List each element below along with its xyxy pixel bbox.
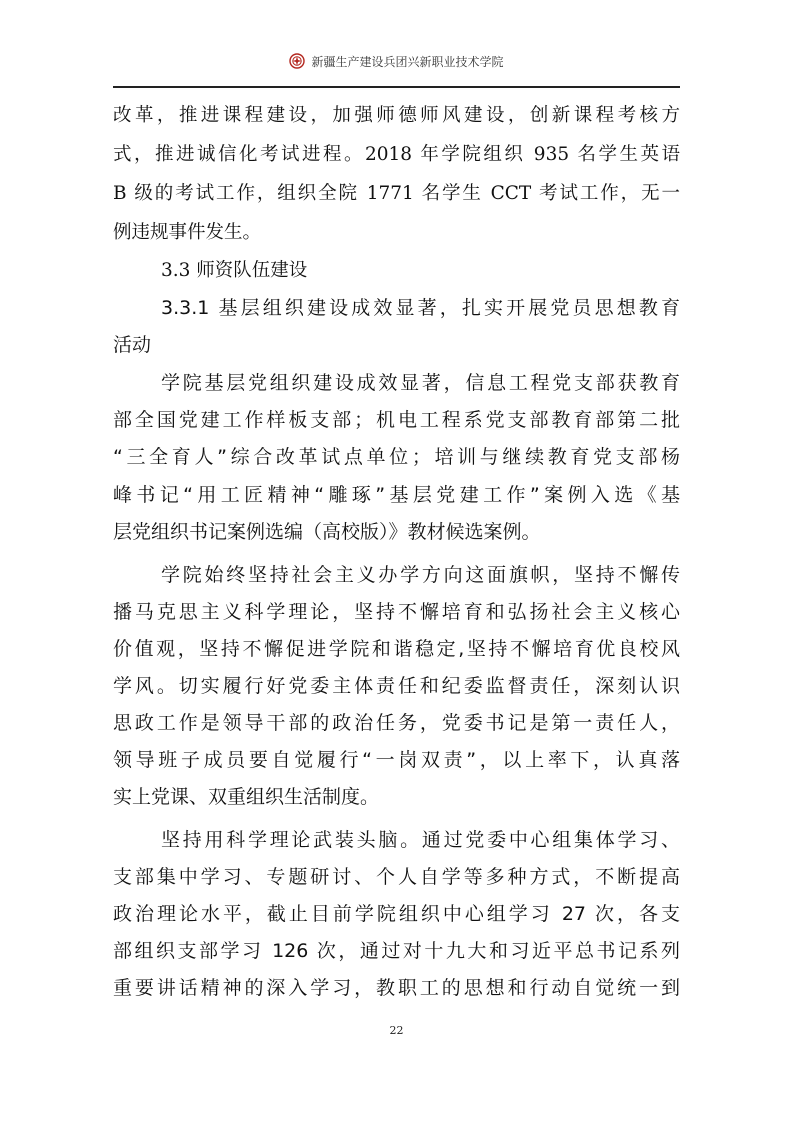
paragraph-line: 坚持用科学理论武装头脑。通过党委中心组集体学习、 [161, 829, 680, 851]
paragraph-line: 思政工作是领导干部的政治任务，党委书记是第一责任人， [113, 712, 680, 734]
paragraph-line: B 级的考试工作，组织全院 1771 名学生 CCT 考试工作，无一 [113, 183, 680, 204]
paragraph-line: 改革，推进课程建设，加强师德师风建设，创新课程考核方 [113, 105, 680, 126]
page-number: 22 [389, 1024, 404, 1037]
paragraph-line: “三全育人”综合改革试点单位；培训与继续教育党支部杨 [113, 446, 680, 468]
subsection-heading-continued: 活动 [113, 334, 152, 356]
paragraph-line: 部组织支部学习 126 次，通过对十九大和习近平总书记系列 [113, 940, 680, 962]
paragraph-line: 学院始终坚持社会主义办学方向这面旗帜，坚持不懈传 [161, 564, 680, 586]
paragraph-line: 部全国党建工作样板支部；机电工程系党支部教育部第二批 [113, 409, 680, 431]
paragraph-line: 政治理论水平，截止目前学院组织中心组学习 27 次，各支 [113, 903, 680, 925]
subsection-heading: 3.3.1 基层组织建设成效显著，扎实开展党员思想教育 [161, 297, 680, 319]
paragraph-line: 层党组织书记案例选编（高校版）》教材候选案例。 [113, 521, 541, 543]
paragraph-line: 式，推进诚信化考试进程。2018 年学院组织 935 名学生英语 [113, 144, 680, 165]
paragraph-line: 学风。切实履行好党委主体责任和纪委监督责任，深刻认识 [113, 675, 680, 697]
header-title: 新疆生产建设兵团兴新职业技术学院 [311, 55, 504, 69]
paragraph-line: 实上党课、双重组织生活制度。 [113, 786, 380, 808]
paragraph-line: 支部集中学习、专题研讨、个人自学等多种方式，不断提高 [113, 866, 680, 888]
paragraph-line: 学院基层党组织建设成效显著，信息工程党支部获教育 [161, 372, 680, 394]
page-header [113, 46, 680, 88]
paragraph-line: 价值观，坚持不懈促进学院和谐稳定,坚持不懈培育优良校风 [113, 638, 680, 660]
paragraph-line: 例违规事件发生。 [113, 222, 262, 243]
section-heading: 3.3 师资队伍建设 [161, 260, 308, 281]
paragraph-line: 重要讲话精神的深入学习，教职工的思想和行动自觉统一到 [113, 977, 680, 999]
paragraph-line: 领导班子成员要自觉履行“一岗双责”，以上率下，认真落 [113, 749, 680, 771]
header-title-row [113, 52, 680, 72]
paragraph-line: 播马克思主义科学理论，坚持不懈培育和弘扬社会主义核心 [113, 601, 680, 623]
paragraph-line: 峰书记“用工匠精神“雕琢”基层党建工作”案例入选《基 [113, 484, 680, 506]
college-seal-icon [289, 53, 305, 69]
